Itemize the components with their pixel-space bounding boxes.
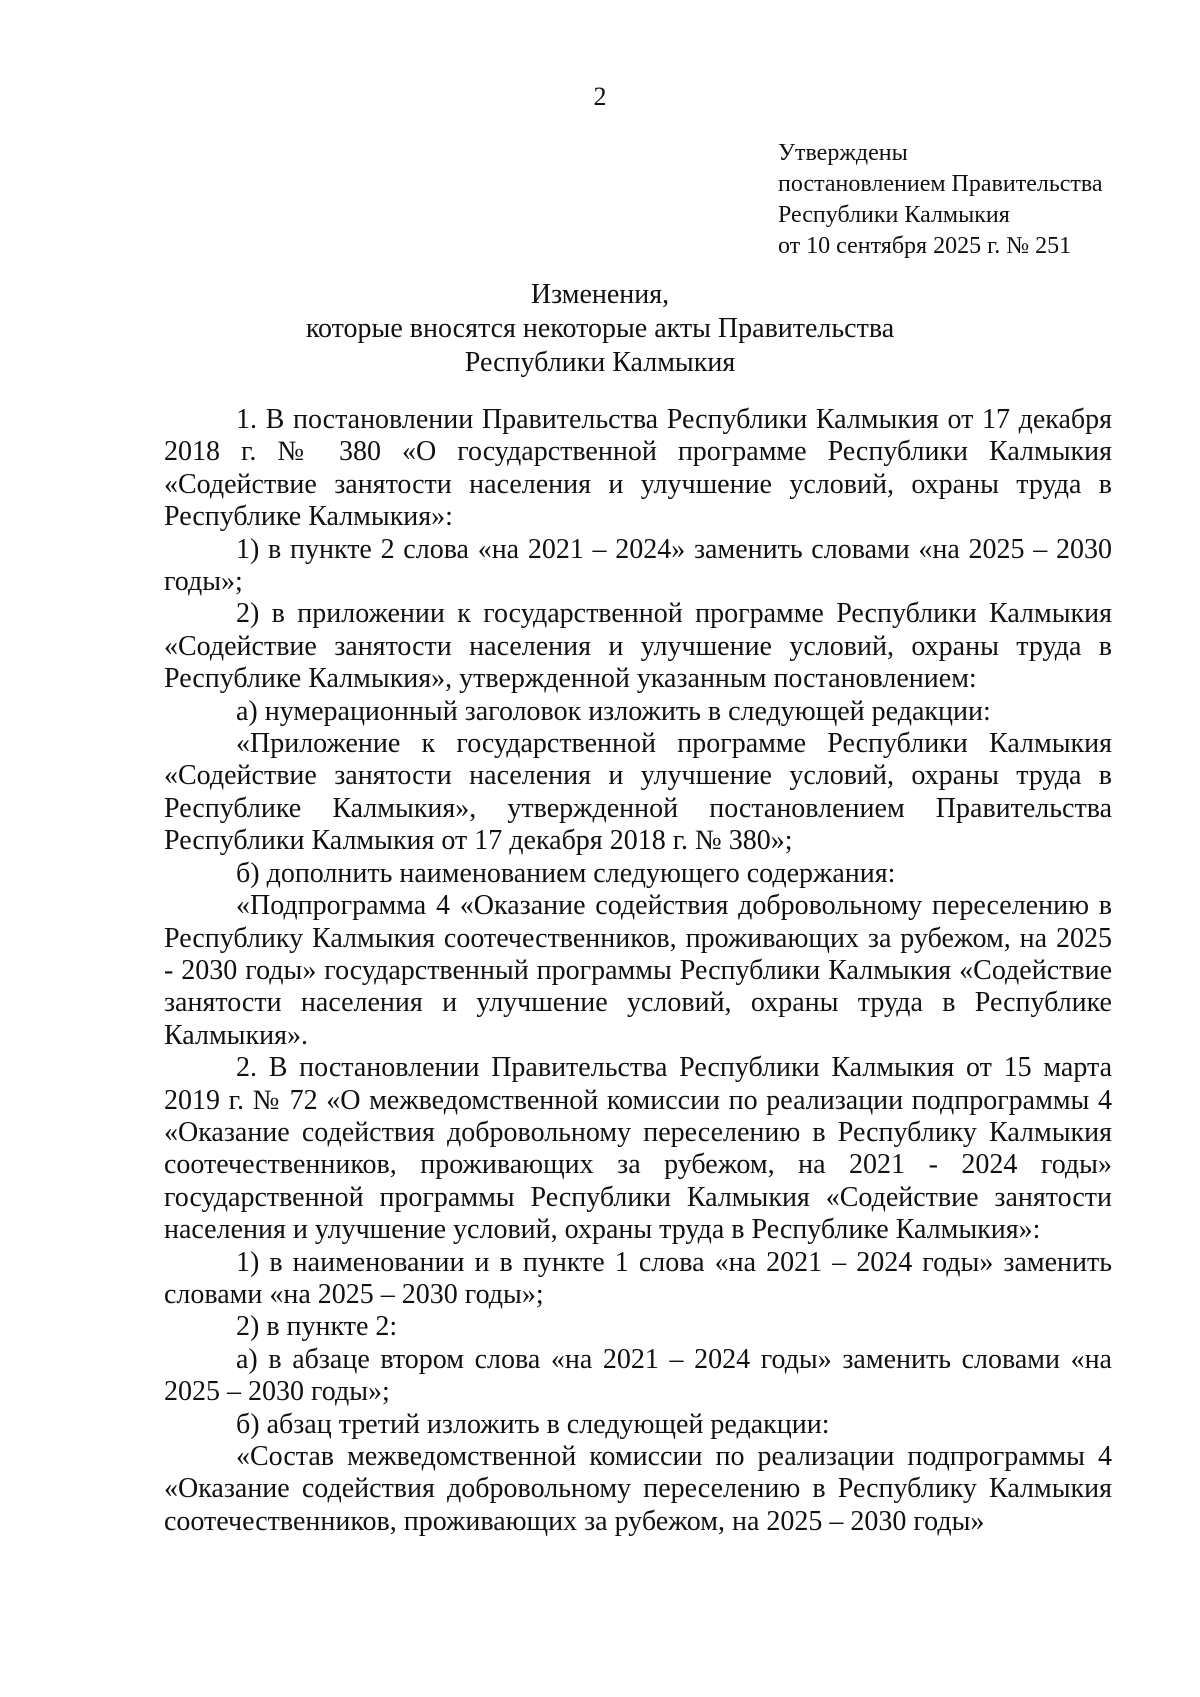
approval-line: Республики Калмыкия <box>778 202 1010 228</box>
paragraph: «Подпрограмма 4 «Оказание содействия добровольному переселению в Республику Калмыкия соотечественников, проживающих за рубежом, на 2025 - 2030 годы» государственный программы Республики Калмыкия «Содействие занятости населения и улучшение условий, охраны труда в Республике Калмыкия». <box>164 890 1112 1051</box>
page-number: 2 <box>593 82 607 111</box>
paragraph: 2. В постановлении Правительства Республики Калмыкия от 15 марта 2019 г. № 72 «О межведомственной комиссии по реализации подпрограммы 4 «Оказание содействия добровольному переселению в Республику Калмыкия соотечественников, проживающих за рубежом, на 2021 - 2024 годы» государственной программы Республики Калмыкия «Содействие занятости населения и улучшение условий, охраны труда в Республике Калмыкия»: <box>164 1052 1112 1246</box>
approval-line: от 10 сентября 2025 г. № 251 <box>778 233 1072 259</box>
document-body <box>164 404 1112 1538</box>
paragraph: 2) в пункте 2: <box>236 1311 398 1343</box>
title-line: Республики Калмыкия <box>464 347 736 378</box>
title-line: Изменения, <box>530 279 670 310</box>
paragraph: 1. В постановлении Правительства Республики Калмыкия от 17 декабря 2018 г. № 380 «О государственной программе Республики Калмыкия «Содействие занятости населения и улучшение условий, охраны труда в Республике Калмыкия»: <box>164 404 1112 533</box>
paragraph: а) нумерационный заголовок изложить в следующей редакции: <box>236 695 991 727</box>
approval-line: постановлением Правительства <box>778 171 1103 197</box>
approval-line: Утверждены <box>778 140 908 166</box>
title-line: которые вносятся некоторые акты Правительства <box>305 313 895 344</box>
paragraph: «Состав межведомственной комиссии по реализации подпрограммы 4 «Оказание содействия добровольному переселению в Республику Калмыкия соотечественников, проживающих за рубежом, на 2025 – 2030 годы» <box>164 1441 1112 1537</box>
paragraph: а) в абзаце втором слова «на 2021 – 2024 годы» заменить словами «на 2025 – 2030 годы»; <box>164 1343 1112 1408</box>
approval-stamp <box>778 138 1178 262</box>
document-title <box>0 278 1200 380</box>
paragraph: 1) в наименовании и в пункте 1 слова «на 2021 – 2024 годы» заменить словами «на 2025 – 2030 годы»; <box>164 1246 1112 1310</box>
paragraph: б) дополнить наименованием следующего содержания: <box>236 857 896 889</box>
paragraph: «Приложение к государственной программе Республики Калмыкия «Содействие занятости населения и улучшение условий, охраны труда в Республике Калмыкия», утвержденной постановлением Правительства Республики Калмыкия от 17 декабря 2018 г. № 380»; <box>164 728 1112 857</box>
paragraph: 2) в приложении к государственной программе Республики Калмыкия «Содействие занятости населения и улучшение условий, охраны труда в Республике Калмыкия», утвержденной указанным постановлением: <box>164 598 1112 695</box>
paragraph: б) абзац третий изложить в следующей редакции: <box>236 1408 830 1440</box>
paragraph: 1) в пункте 2 слова «на 2021 – 2024» заменить словами «на 2025 – 2030 годы»; <box>164 533 1112 598</box>
